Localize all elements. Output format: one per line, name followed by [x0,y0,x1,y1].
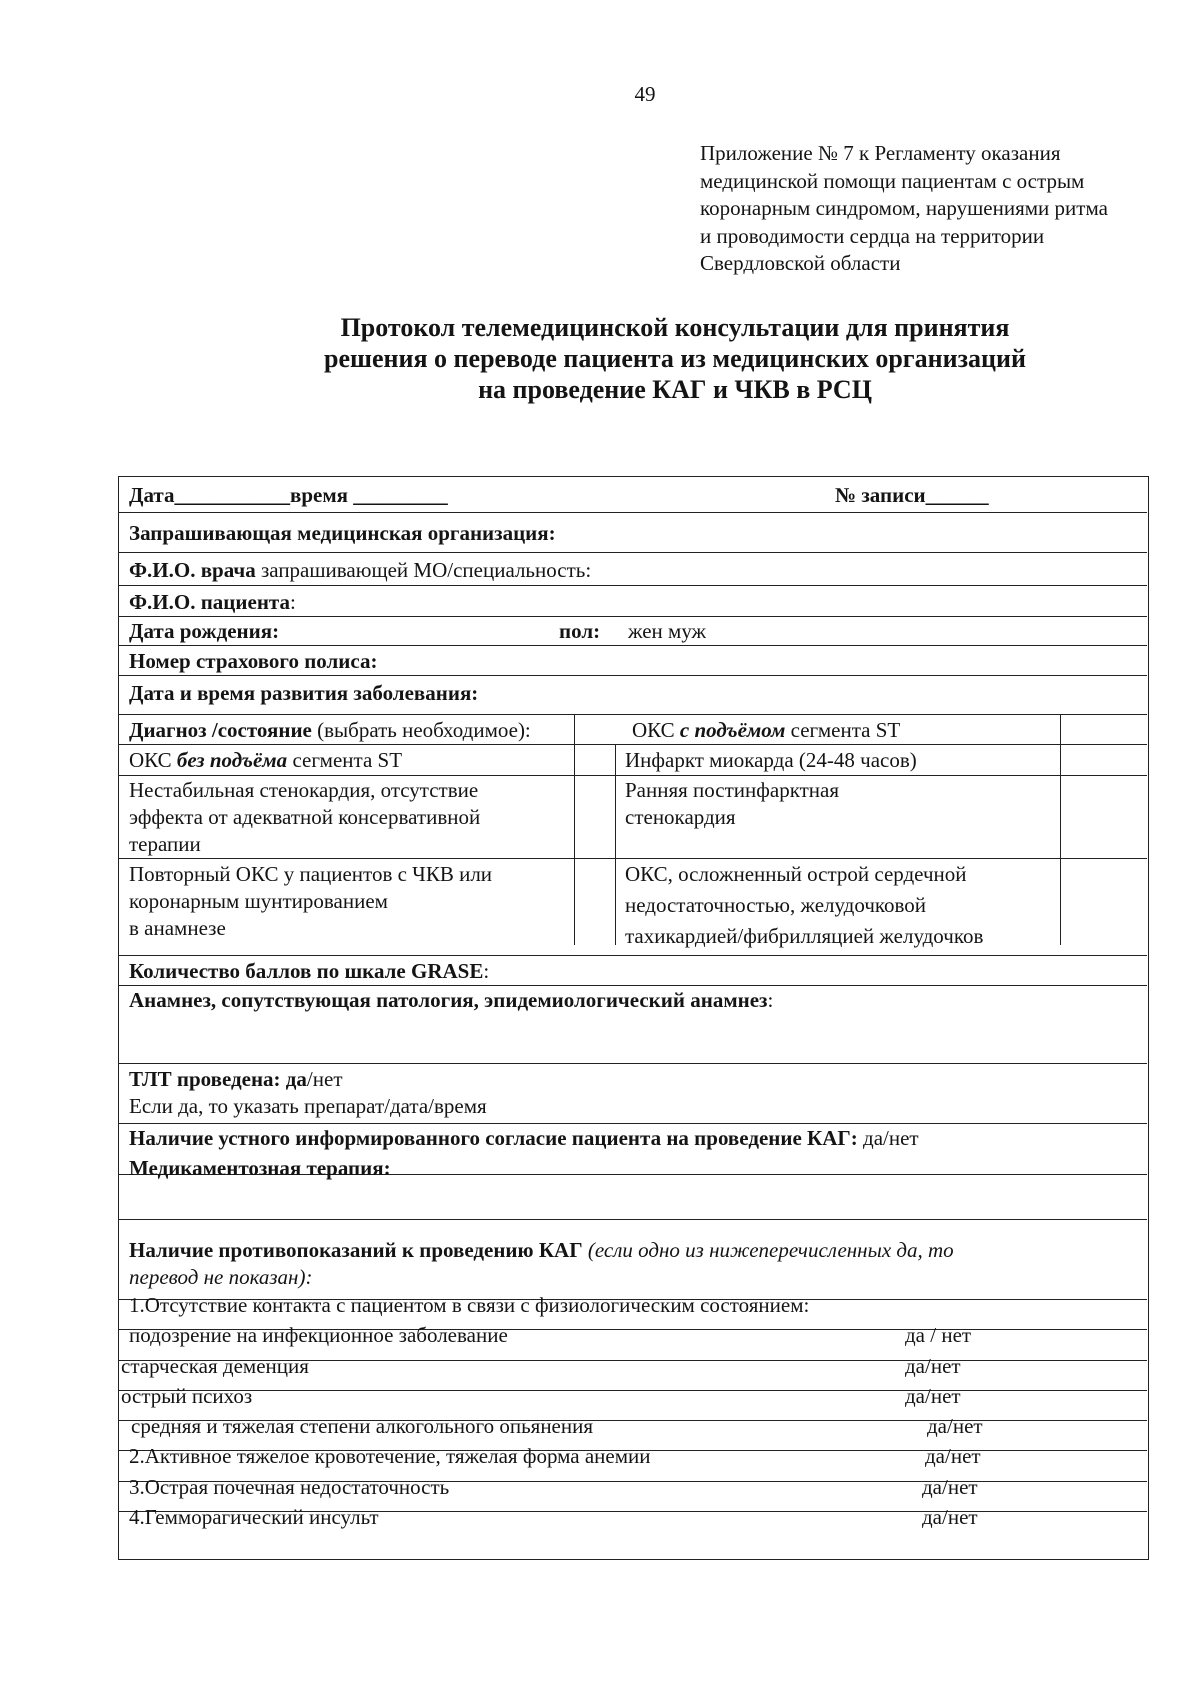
patient-colon: : [290,590,296,614]
diagnosis-heading [129,717,531,743]
tlt-detail: Если да, то указать препарат/дата/время [129,1094,487,1118]
option-line: ОКС, осложненный острой сердечной [625,862,967,886]
patient-field[interactable] [129,589,296,615]
doctor-label: Ф.И.О. врача [129,558,256,582]
requesting-org-field[interactable]: Запрашивающая медицинская организация: [129,521,556,545]
row-divider [119,1390,1147,1391]
contraindication-answer[interactable]: да/нет [922,1505,978,1529]
option-line: тахикардией/фибрилляцией желудочков [625,924,984,948]
row-divider [119,1063,1147,1064]
diagnosis-option-non-st[interactable] [129,747,402,773]
grid-divider [574,744,575,945]
date-blank[interactable]: ___________ [174,483,290,507]
row-divider [119,552,1147,553]
option-text: сегмента ST [292,748,403,772]
contraindication-item: подозрение на инфекционное заболевание [129,1323,508,1347]
option-line: эффекта от адекватной консервативной [129,805,481,829]
row-divider [119,775,1147,776]
anamnesis-label: Анамнез, сопутствующая патология, эпидемиологический анамнез [129,988,768,1012]
title-line: решения о переводе пациента из медицинских организаций [324,344,1026,373]
row-divider [119,1219,1147,1220]
option-line: Нестабильная стенокардия, отсутствие [129,778,479,802]
contraindication-answer[interactable]: да/нет [922,1475,978,1499]
consent-field[interactable] [129,1125,919,1151]
appendix-line: Приложение № 7 к Регламенту оказания [700,141,1061,165]
row-divider [119,675,1147,676]
row-divider [119,985,1147,986]
row-divider [119,1123,1147,1124]
grid-divider [119,744,574,745]
contraindication-answer[interactable]: да/нет [905,1354,961,1378]
doctor-label-rest: запрашивающей МО/специальность: [260,558,592,582]
consent-label: Наличие устного информированного согласие пациента на проведение КАГ: [129,1126,858,1150]
anamnesis-field[interactable] [129,987,773,1013]
option-line: в анамнезе [129,916,226,940]
option-line: терапии [129,832,201,856]
page-number: 49 [634,82,656,106]
option-text: ОКС [129,748,172,772]
option-text: ОКС [632,718,675,742]
grid-divider [1060,714,1061,945]
option-line: Ранняя постинфарктная [625,778,840,802]
anamnesis-colon: : [767,988,774,1012]
date-label-text: Дата [129,483,175,507]
grase-colon: : [483,959,490,983]
tlt-no[interactable]: /нет [306,1067,343,1091]
contraindications-note: перевод не показан): [129,1265,313,1289]
grase-label: Количество баллов по шкале GRASE [129,959,484,983]
contraindication-answer[interactable]: да/нет [927,1414,983,1438]
diagnosis-option-mi[interactable]: Инфаркт миокарда (24-48 часов) [625,748,917,772]
grid-divider [615,744,616,945]
row-divider [119,645,1147,646]
document-title [0,312,1200,405]
birth-date-field[interactable]: Дата рождения: [129,619,280,643]
appendix-note [700,140,1170,278]
appendix-line: коронарным синдромом, нарушениями ритма [700,196,1108,220]
record-blank[interactable]: ______ [925,483,989,507]
contraindication-item: 3.Острая почечная недостаточность [129,1475,450,1499]
option-text: сегмента ST [790,718,901,742]
contraindication-item: старческая деменция [121,1354,309,1378]
row-divider [119,585,1147,586]
sex-options[interactable]: жен муж [628,619,707,643]
record-number [835,482,989,508]
contraindication-answer[interactable]: да/нет [905,1384,961,1408]
contraindication-item: 4.Гемморагический инсульт [129,1505,379,1529]
appendix-line: медицинской помощи пациентам с острым [700,168,1085,193]
tlt-field[interactable] [129,1066,343,1092]
record-label-text: № записи [835,483,926,507]
option-line: недостаточностью, желудочковой [625,893,927,917]
row-divider [119,512,1147,513]
sex-label: пол: [559,619,601,643]
row-divider [119,858,1147,859]
contraindication-item: средняя и тяжелая степени алкогольного опьянения [131,1414,594,1438]
date-label [129,482,448,508]
contraindication-answer[interactable]: да/нет [925,1444,981,1468]
patient-label: Ф.И.О. пациента [129,590,290,614]
row-divider [119,616,1147,617]
appendix-line: Свердловской области [700,251,901,275]
time-blank[interactable]: _________ [353,483,448,507]
contraindications-heading [129,1237,954,1263]
contraindication-item: 2.Активное тяжелое кровотечение, тяжелая форма анемии [129,1444,651,1468]
diagnosis-label: Диагноз /состояние [129,718,312,742]
appendix-line: и проводимости сердца на территории [700,223,1045,248]
option-line: Повторный ОКС у пациентов с ЧКВ или [129,862,493,886]
onset-field[interactable]: Дата и время развития заболевания: [129,681,479,705]
option-emphasis: без подъёма [176,748,288,772]
row-divider [119,955,1147,956]
contraindications-label: Наличие противопоказаний к проведению КАГ [129,1238,583,1262]
option-line: стенокардия [625,805,736,829]
no-contact-heading: 1.Отсутствие контакта с пациентом в связи с физиологическим состоянием: [129,1293,810,1317]
drug-therapy-field[interactable]: Медикаментозная терапия: [129,1156,391,1180]
insurance-field[interactable]: Номер страхового полиса: [129,649,378,673]
diagnosis-option-st-elevation[interactable] [632,717,900,743]
contraindications-note: (если одно из нижеперечисленных да, то [587,1238,954,1262]
tlt-label: ТЛТ проведена: [129,1067,281,1091]
option-emphasis: с подъёмом [679,718,786,742]
title-line: Протокол телемедицинской консультации для принятия [340,313,1010,342]
grase-score-field[interactable] [129,958,489,984]
consent-options[interactable]: да/нет [863,1126,919,1150]
tlt-yes[interactable]: да [285,1067,307,1091]
contraindication-item: острый психоз [121,1384,253,1408]
time-label-text: время [289,483,348,507]
row-divider [119,714,1147,715]
doctor-field[interactable] [129,557,591,583]
diagnosis-hint: (выбрать необходимое): [317,718,531,742]
consultation-form [118,476,1149,1560]
contraindication-answer[interactable]: да / нет [905,1323,972,1347]
title-line: на проведение КАГ и ЧКВ в РСЦ [478,375,872,404]
option-line: коронарным шунтированием [129,889,388,913]
